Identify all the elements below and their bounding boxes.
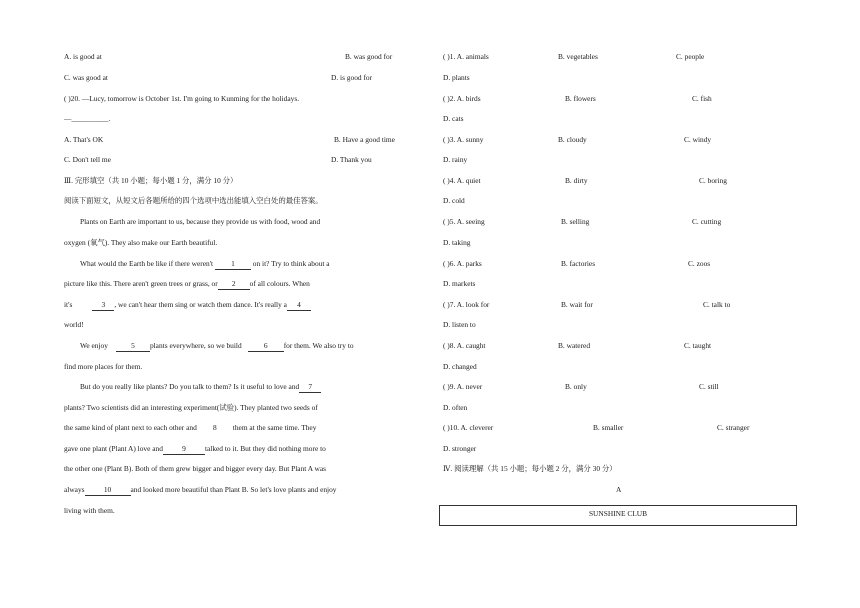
q2-option-b: B. flowers xyxy=(565,94,596,103)
q2-option-a: ( )2. A. birds xyxy=(443,94,481,103)
passage-line: find more places for them. xyxy=(64,362,143,371)
passage-letter: A xyxy=(616,485,622,494)
q3-option-d: D. rainy xyxy=(443,155,468,164)
passage-line xyxy=(80,382,321,392)
q9-option-b: B. only xyxy=(565,382,587,391)
passage-text: and looked more beautiful than Plant B. So let's love plants and enjoy xyxy=(130,485,337,494)
q2-option-d: D. cats xyxy=(443,114,464,123)
passage-line xyxy=(64,485,337,495)
blank-1: 1 xyxy=(215,259,251,270)
blank-8: 8 xyxy=(212,423,217,432)
blank-7: 7 xyxy=(299,382,321,393)
passage-line xyxy=(64,423,316,433)
passage-text: the same kind of plant next to each other and xyxy=(64,423,197,432)
q10-option-b: B. smaller xyxy=(593,423,624,432)
q7-option-d: D. listen to xyxy=(443,320,476,329)
q20-option-a: A. That's OK xyxy=(64,135,104,144)
blank-5: 5 xyxy=(116,341,150,352)
passage-line xyxy=(64,300,311,310)
passage-text: on it? Try to think about a xyxy=(250,259,330,268)
passage-line xyxy=(80,259,330,269)
q19-option-b: B. was good for xyxy=(345,52,393,61)
blank-6: 6 xyxy=(248,341,284,352)
passage-text: of all colours. When xyxy=(249,279,310,288)
q10-option-c: C. stranger xyxy=(717,423,750,432)
q19-option-a: A. is good at xyxy=(64,52,102,61)
section3-title: Ⅲ. 完形填空（共 10 小题；每小题 1 分，满分 10 分） xyxy=(64,176,238,185)
q5-option-d: D. taking xyxy=(443,238,471,247)
passage-line: living with them. xyxy=(64,506,115,515)
q20-stem: ( )20. —Lucy, tomorrow is October 1st. I'm going to Kunming for the holidays. xyxy=(64,94,300,103)
passage-text: gave one plant (Plant A) love and xyxy=(64,444,163,453)
blank-2: 2 xyxy=(218,279,250,290)
q8-option-a: ( )8. A. caught xyxy=(443,341,486,350)
passage-text: But do you really like plants? Do you talk to them? Is it useful to love and xyxy=(80,382,300,391)
q7-option-b: B. wait for xyxy=(561,300,593,309)
q5-option-c: C. cutting xyxy=(692,217,722,226)
passage-text: We enjoy xyxy=(80,341,108,350)
passage-line xyxy=(64,444,326,454)
q7-option-a: ( )7. A. look for xyxy=(443,300,490,309)
q20-option-d: D. Thank you xyxy=(331,155,372,164)
q19-option-d: D. is good for xyxy=(331,73,373,82)
club-title-box xyxy=(439,505,797,526)
passage-text: always xyxy=(64,485,85,494)
passage-text: for them. We also try to xyxy=(283,341,354,350)
q4-option-b: B. dirty xyxy=(565,176,588,185)
q20-option-c: C. Don't tell me xyxy=(64,155,111,164)
q10-option-d: D. stronger xyxy=(443,444,477,453)
q1-option-b: B. vegetables xyxy=(558,52,598,61)
passage-text: plants everywhere, so we build xyxy=(149,341,242,350)
q2-option-c: C. fish xyxy=(692,94,712,103)
passage-text: What would the Earth be like if there weren't xyxy=(80,259,215,268)
q3-option-a: ( )3. A. sunny xyxy=(443,135,484,144)
q4-option-a: ( )4. A. quiet xyxy=(443,176,481,185)
blank-4: 4 xyxy=(287,300,311,311)
q3-option-b: B. cloudy xyxy=(558,135,587,144)
passage-line: the other one (Plant B). Both of them grew bigger and bigger every day. But Plant A was xyxy=(64,464,327,473)
q9-option-c: C. still xyxy=(699,382,719,391)
q6-option-a: ( )6. A. parks xyxy=(443,259,482,268)
q1-option-a: ( )1. A. animals xyxy=(443,52,489,61)
q9-option-d: D. often xyxy=(443,403,468,412)
blank-10: 10 xyxy=(85,485,131,496)
club-title: SUNSHINE CLUB xyxy=(588,509,648,518)
blank-3: 3 xyxy=(92,300,114,311)
passage-text: them at the same time. They xyxy=(232,423,317,432)
section4-title: Ⅳ. 阅读理解（共 15 小题；每小题 2 分，满分 30 分） xyxy=(443,464,617,473)
q20-reply: —__________. xyxy=(64,114,111,123)
passage-text: , we can't hear them sing or watch them dance. It's really a xyxy=(114,300,287,309)
passage-line: Plants on Earth are important to us, because they provide us with food, wood and xyxy=(80,217,321,226)
q10-option-a: ( )10. A. cleverer xyxy=(443,423,494,432)
passage-text: it's xyxy=(64,300,73,309)
section3-instruction: 阅读下面短文，从短文后各题所给的四个选项中选出能填入空白处的最佳答案。 xyxy=(64,196,323,205)
passage-text: picture like this. There aren't green trees or grass, or xyxy=(64,279,218,288)
q6-option-d: D. markets xyxy=(443,279,476,288)
q6-option-c: C. zoos xyxy=(688,259,711,268)
passage-text: talked to it. But they did nothing more to xyxy=(204,444,326,453)
passage-line: oxygen (氧气). They also make our Earth beautiful. xyxy=(64,238,218,247)
q1-option-d: D. plants xyxy=(443,73,470,82)
passage-line xyxy=(80,341,354,351)
passage-line xyxy=(64,279,310,289)
passage-line: plants? Two scientists did an interesting experiment(试验). They planted two seeds of xyxy=(64,403,318,412)
q7-option-c: C. talk to xyxy=(703,300,731,309)
q8-option-b: B. watered xyxy=(558,341,591,350)
blank-9: 9 xyxy=(163,444,205,455)
q1-option-c: C. people xyxy=(676,52,705,61)
q20-option-b: B. Have a good time xyxy=(334,135,395,144)
q8-option-c: C. taught xyxy=(684,341,712,350)
q3-option-c: C. windy xyxy=(684,135,712,144)
q6-option-b: B. factories xyxy=(561,259,596,268)
q8-option-d: D. changed xyxy=(443,362,477,371)
q19-option-c: C. was good at xyxy=(64,73,108,82)
passage-line: world! xyxy=(64,320,84,329)
q4-option-d: D. cold xyxy=(443,196,465,205)
q4-option-c: C. boring xyxy=(699,176,727,185)
q5-option-b: B. selling xyxy=(561,217,590,226)
q9-option-a: ( )9. A. never xyxy=(443,382,483,391)
q5-option-a: ( )5. A. seeing xyxy=(443,217,485,226)
